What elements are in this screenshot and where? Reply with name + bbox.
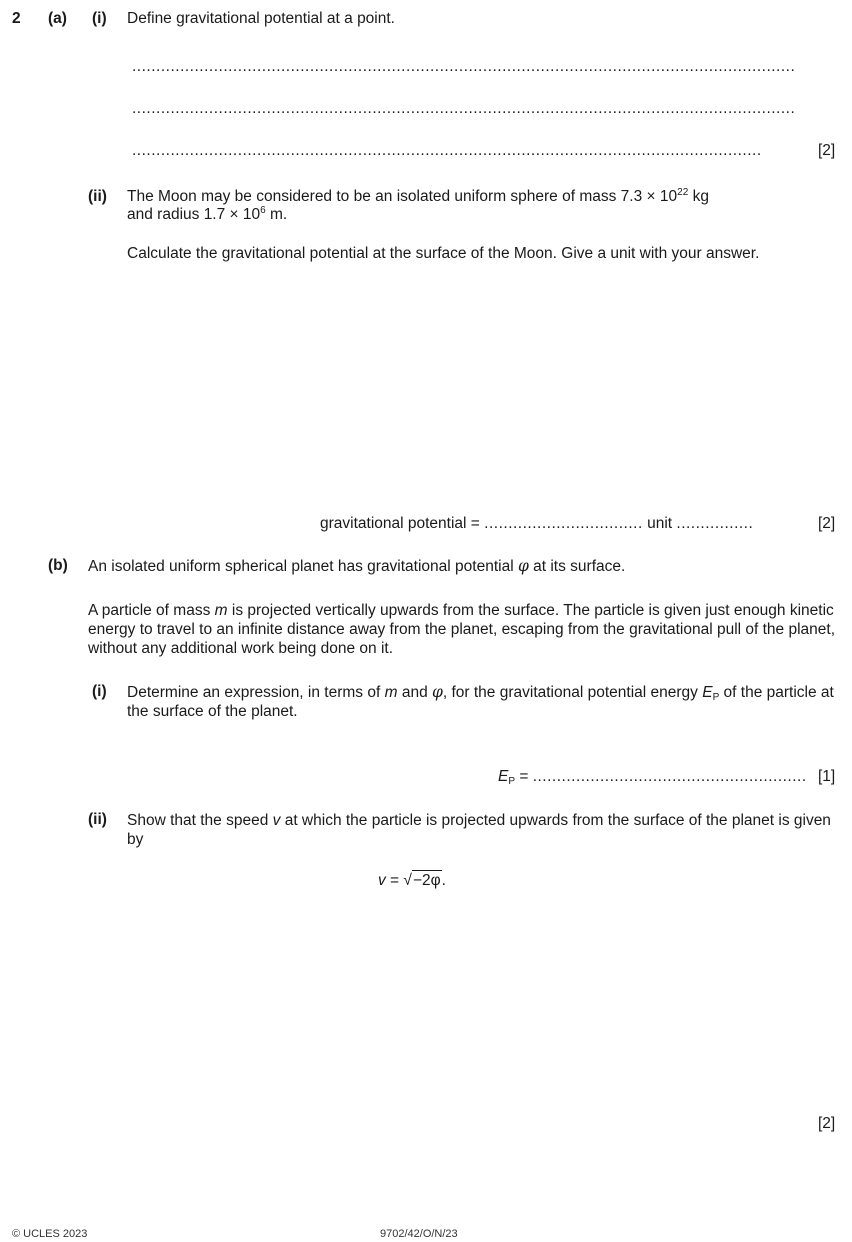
- copyright: © UCLES 2023: [12, 1228, 88, 1240]
- part-b-description: A particle of mass m is projected vertically upwards from the surface. The particle is given just enough kinetic energy to travel to an infinite distance away from the planet, escaping from the gravitational pull of the planet, without any additional work being done on it.: [88, 602, 836, 657]
- part-a-ii-instruction: Calculate the gravitational potential at the surface of the Moon. Give a unit with your answer.: [127, 245, 760, 262]
- part-b-label: (b): [48, 557, 68, 574]
- marks-a-i: [2]: [818, 142, 836, 159]
- answer-line-2: ..........................................................................................................................................: [132, 100, 796, 117]
- square-root-icon: √: [403, 872, 412, 889]
- part-b-ii-question: Show that the speed v at which the particle is projected upwards from the surface of the planet is given by: [127, 812, 831, 848]
- part-b-intro: An isolated uniform spherical planet has gravitational potential φ at its surface.: [88, 557, 626, 575]
- question-number: 2: [12, 10, 21, 27]
- part-a-label: (a): [48, 10, 67, 27]
- gravitational-potential-answer: gravitational potential = ................................. unit ................: [320, 515, 754, 532]
- part-b-ii-label: (ii): [88, 811, 107, 828]
- part-a-ii-label: (ii): [88, 188, 107, 205]
- marks-b-ii: [2]: [818, 1115, 836, 1132]
- escape-speed-equation: v = √−2φ.: [378, 872, 446, 889]
- marks-b-i: [1]: [818, 768, 836, 785]
- paper-code: 9702/42/O/N/23: [380, 1228, 458, 1240]
- ep-answer: $E_P$ = .........................................................: [498, 768, 807, 787]
- part-b-i-question: Determine an expression, in terms of m and φ, for the gravitational potential energy $E_P$ of the particle at the surface of the planet.: [127, 683, 834, 720]
- moon-data-line-1: The Moon may be considered to be an isolated uniform sphere of mass $7.3 \times 10^{22}$ kg: [127, 187, 709, 205]
- marks-a-ii: [2]: [818, 515, 836, 532]
- answer-line-3: ...................................................................................................................................: [132, 142, 762, 159]
- part-a-i-label: (i): [92, 10, 107, 27]
- part-b-i-label: (i): [92, 683, 107, 700]
- answer-line-1: ..........................................................................................................................................: [132, 58, 796, 75]
- moon-data-line-2: and radius $1.7 \times 10^6$ m.: [127, 205, 288, 223]
- part-a-i-question: Define gravitational potential at a point.: [127, 10, 395, 27]
